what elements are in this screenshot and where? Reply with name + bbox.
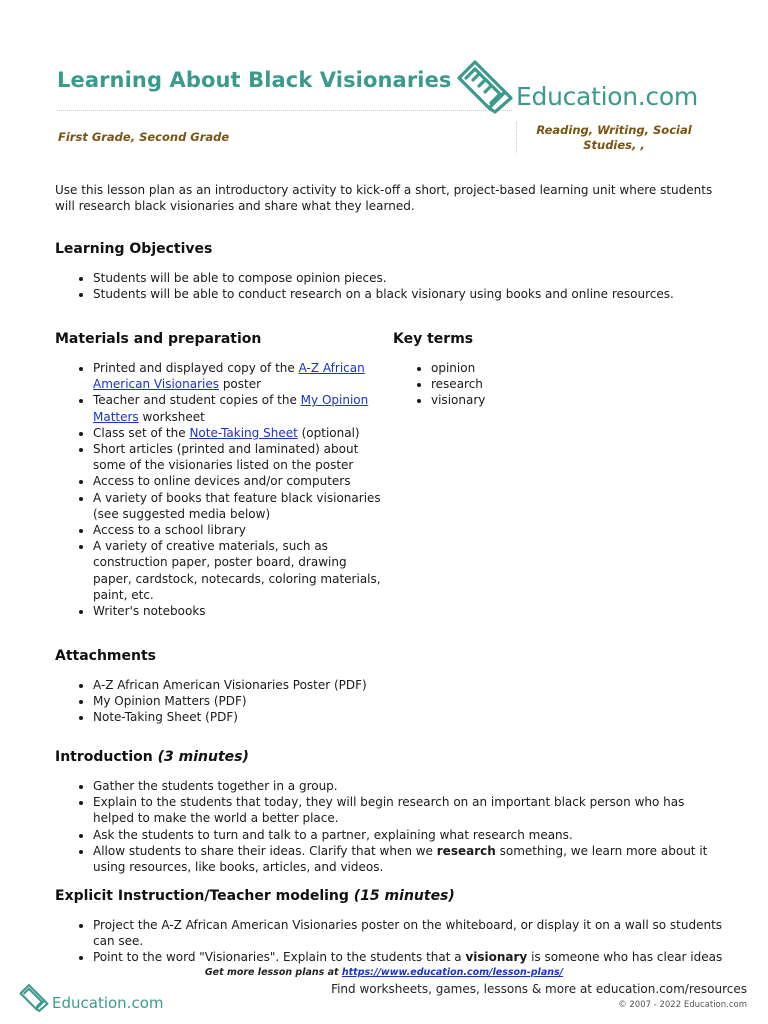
- note-taking-link[interactable]: Note-Taking Sheet: [189, 425, 298, 440]
- key-terms-section: [393, 331, 693, 409]
- education-logo[interactable]: [455, 56, 745, 116]
- attachments-list: [55, 677, 735, 726]
- list-item: • Explain to the students that today, they will begin research on an important black person who has helped to make the world a better place.: [93, 794, 725, 826]
- list-item: • Access to online devices and/or computers: [93, 473, 385, 489]
- pencil-book-icon: [455, 56, 515, 114]
- key-terms-heading: Key terms: [393, 331, 474, 347]
- list-item: [93, 425, 385, 441]
- item-text: Printed and displayed copy of the: [93, 361, 299, 375]
- list-item: • visionary: [431, 392, 693, 408]
- bold-term: research: [436, 843, 496, 858]
- item-text: poster: [219, 377, 262, 392]
- introduction-heading: [55, 749, 725, 765]
- objectives-section: [55, 241, 735, 302]
- list-item: • Ask the students to turn and talk to a partner, explaining what research means.: [93, 827, 725, 843]
- materials-heading: Materials and preparation: [55, 331, 262, 347]
- list-item: • research: [431, 376, 693, 392]
- logo-wordmark: Education.com: [516, 82, 698, 111]
- list-item: • Project the A-Z African American Visionaries poster on the whiteboard, or display it on a wall so students can see.: [93, 917, 725, 949]
- subjects: Reading, Writing, Social Studies, ,: [536, 123, 692, 152]
- title-divider: [57, 110, 512, 111]
- materials-list: [55, 360, 385, 619]
- explicit-heading: [55, 888, 725, 904]
- introduction-section: [55, 749, 725, 875]
- worksheet-link[interactable]: My Opinion Matters: [93, 393, 369, 424]
- heading-time: (3 minutes): [157, 749, 249, 765]
- poster-link[interactable]: A-Z African American Visionaries: [93, 361, 365, 392]
- list-item: [93, 392, 385, 424]
- list-item: • Students will be able to conduct research on a black visionary using books and online resources.: [93, 286, 735, 302]
- list-item: • Gather the students together in a group.: [93, 778, 725, 794]
- list-item: • My Opinion Matters (PDF): [93, 693, 735, 709]
- explicit-list: [55, 917, 725, 966]
- explicit-instruction-section: [55, 888, 725, 966]
- list-item: • Note-Taking Sheet (PDF): [93, 709, 735, 725]
- item-text: Teacher and student copies of the: [93, 393, 301, 408]
- item-text: Allow students to share their ideas. Clarify that when we: [93, 843, 437, 858]
- introduction-list: [55, 778, 725, 875]
- pencil-book-icon: [18, 982, 50, 1012]
- objectives-list: [55, 270, 735, 302]
- objectives-heading: Learning Objectives: [55, 241, 213, 257]
- heading-time: (15 minutes): [353, 888, 455, 904]
- heading-text: Introduction: [55, 749, 153, 765]
- list-item: [93, 360, 385, 392]
- footer-resources-text: Find worksheets, games, lessons & more at education.com/resources: [331, 982, 747, 996]
- list-item: [93, 949, 725, 965]
- item-text: something, we learn more about it using resources, like books, articles, and videos.: [93, 843, 708, 875]
- list-item: • Short articles (printed and laminated) about some of the visionaries listed on the poster: [93, 441, 385, 473]
- list-item: [93, 843, 725, 875]
- footer-logo[interactable]: [18, 982, 188, 1014]
- attachments-heading: Attachments: [55, 648, 157, 664]
- promo-text: Get more lesson plans at: [204, 967, 342, 978]
- item-text: worksheet: [138, 409, 205, 424]
- key-terms-list: [393, 360, 693, 409]
- footer-promo: [0, 967, 768, 978]
- grade-levels: First Grade, Second Grade: [58, 130, 230, 144]
- lesson-summary: Use this lesson plan as an introductory activity to kick-off a short, project-based learning unit where students will research black visionaries and share what they learned.: [55, 183, 713, 213]
- lesson-plans-link[interactable]: https://www.education.com/lesson-plans/: [341, 967, 564, 978]
- list-item: • A variety of creative materials, such as construction paper, poster board, drawing paper, cardstock, notecards, coloring materials, paint, etc.: [93, 538, 385, 603]
- list-item: • Students will be able to compose opinion pieces.: [93, 270, 735, 286]
- list-item: • Writer's notebooks: [93, 603, 385, 619]
- item-text: (optional): [297, 425, 360, 440]
- item-text: Class set of the: [93, 425, 190, 440]
- list-item: • A-Z African American Visionaries Poster (PDF): [93, 677, 735, 693]
- attachments-section: [55, 648, 735, 726]
- meta-divider: [516, 122, 517, 154]
- footer-logo-wordmark: Education.com: [52, 994, 164, 1012]
- list-item: • opinion: [431, 360, 693, 376]
- heading-text: Explicit Instruction/Teacher modeling: [55, 888, 349, 904]
- bold-term: visionary: [465, 950, 528, 965]
- page-title: Learning About Black Visionaries: [57, 68, 452, 92]
- materials-section: [55, 331, 385, 619]
- item-text: Point to the word "Visionaries". Explain to the students that a: [93, 950, 466, 965]
- list-item: • A variety of books that feature black visionaries (see suggested media below): [93, 490, 385, 522]
- footer-copyright: © 2007 - 2022 Education.com: [618, 1000, 747, 1010]
- item-text: is someone who has clear ideas: [527, 950, 723, 965]
- list-item: • Access to a school library: [93, 522, 385, 538]
